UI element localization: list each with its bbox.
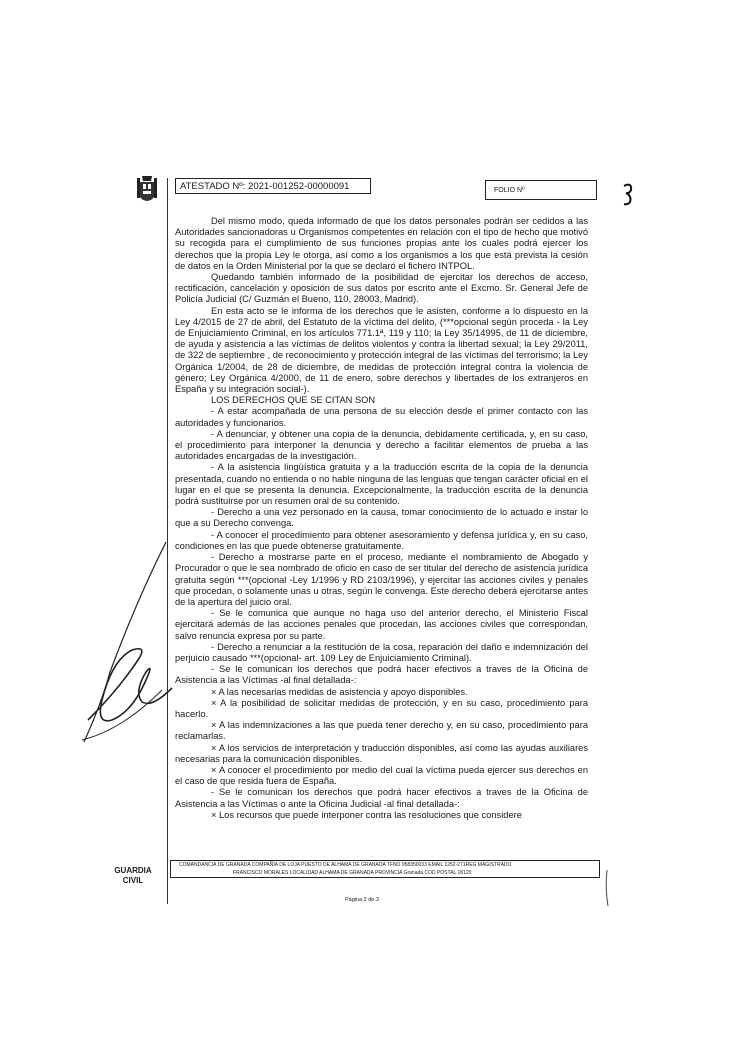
- bullet-item: × A los servicios de interpretación y traducción disponibles, así como las ayudas auxiliares necesarias para la comunicación disponibles.: [175, 742, 588, 764]
- page-number: Página 2 de 3: [345, 897, 379, 903]
- document-body: [175, 216, 588, 821]
- footer-address-box: [170, 860, 600, 878]
- paragraph: - Derecho a renunciar a la restitución de la cosa, reparación del daño e indemnización del perjuicio causado ***(opcional- art. 109 Ley de Enjuiciamiento Criminal).: [175, 641, 588, 663]
- atestado-number-box: ATESTADO Nº: 2021-001252-00000091: [175, 178, 371, 194]
- paragraph: - Se le comunican los derechos que podrá hacer efectivos a traves de la Oficina de Asistencia a las Víctimas -al final detallada-:: [175, 664, 588, 686]
- bullet-item: × A las indemnizaciones a las que pueda tener derecho y, en su caso, procedimiento para reclamarlas.: [175, 720, 588, 742]
- footer-row2: FRANCISCO MORALES LOCALIDAD ALHAMA DE GRANADA PROVINCIA Granada COD POSTAL 18120: [233, 869, 472, 876]
- paragraph: - A denunciar, y obtener una copia de la denuncia, debidamente certificada, y, en su caso, el procedimiento para interponer la denuncia y derecho a facilitar elementos de prueba a las autoridades encargadas de la investigación.: [175, 428, 588, 462]
- paragraph: - A estar acompañada de una persona de su elección desde el primer contacto con las autoridades y funcionarios.: [175, 406, 588, 428]
- guardia-line1: GUARDIA: [114, 866, 152, 875]
- handwritten-mark-icon: [621, 182, 635, 206]
- paragraph: - A conocer el procedimiento para obtener asesoramiento y defensa jurídica y, en su caso, condiciones en las que puede obtenerse gratuitamente.: [175, 529, 588, 551]
- folio-box: FOLIO Nº: [485, 180, 597, 200]
- bullet-item: × A la posibilidad de solicitar medidas de protección, y en su caso, procedimiento para hacerlo.: [175, 697, 588, 719]
- coat-of-arms-icon: [135, 174, 159, 202]
- rights-heading: LOS DERECHOS QUE SE CITAN SON: [211, 395, 376, 406]
- guardia-civil-label: [108, 866, 158, 886]
- bullet-item: × A conocer el procedimiento por medio del cual la víctima pueda ejercer sus derechos en el caso de que resida fuera de España.: [175, 764, 588, 787]
- bullet-item: × A las necesarias medidas de asistencia y apoyo disponibles.: [211, 686, 468, 697]
- paragraph: En esta acto se le informa de los derechos que le asisten, conforme a lo dispuesto en la Ley 4/2015 de 27 de abril, del Estatuto de la víctima del delito, (***opcional según proceda - la Ley de Enjuiciamiento Criminal, en los artículos 771.1ª, 119 y 110; la Ley 35/14995, de 11 de diciembre, de ayuda y asistencia a las víctimas de delitos violentos y contra la libertad sexual; la Ley 29/2011, de 322 de septiembre , de reconocimiento y protección integral de las víctimas del terrorismo; la Ley Orgánica 1/2004, de 28 de diciembre, de medidas de protección integral contra la violencia de género; Ley Orgánica 4/2000, de 11 de enero, sobre derechos y libertades de los extranjeros en España y su integración social-).: [175, 305, 588, 395]
- paragraph: - Se le comunican los derechos que podrá hacer efectivos a traves de la Oficina de Asistencia a las Víctimas o ante la Oficina Judicial -al final detallada-:: [175, 787, 588, 809]
- guardia-line2: CIVIL: [122, 876, 144, 885]
- bullet-item: × Los recursos que puede interponer contra las resoluciones que considere: [211, 809, 522, 820]
- margin-stroke-icon: [602, 868, 612, 908]
- signature-icon: [78, 540, 190, 760]
- paragraph: Del mismo modo, queda informado de que los datos personales podrán ser cedidos a las Autoridades sancionadoras u Organismos competentes en relación con el tipo de hecho que motivó su recogida para el cumplimiento de sus funciones propias ante los cuales podrá ejercer los derechos que la propia Ley le otorga, así como a los organismos a los que está prevista la cesión de datos en la Orden Ministerial por la que se declaró el fichero INTPOL.: [175, 216, 588, 271]
- paragraph: - Derecho a una vez personado en la causa, tomar conocimiento de lo actuado e instar lo que a su Derecho convenga.: [175, 507, 588, 529]
- paragraph: Quedando también informado de la posibilidad de ejercitar los derechos de acceso, rectificación, cancelación y oposición de sus datos por escrito ante el Excmo. Sr. General Jefe de Policía Judicial (C/ Guzmán el Bueno, 110, 28003, Madrid).: [175, 272, 588, 305]
- paragraph: - Se le comunica que aunque no haga uso del anterior derecho, el Ministerio Fiscal ejercitará además de las acciones penales que procedan, las acciones civiles que correspondan, salvo renuncia expresa por su parte.: [175, 608, 588, 641]
- footer-row1: COMANDANCIA DE GRANADA COMPAÑÍA DE LOJA PUESTO DE ALHAMA DE GRANADA TFNO 958350033 EMAIL 1252-271REG MAGISTRADO: [179, 862, 512, 868]
- paragraph: - Derecho a mostrarse parte en el proceso, mediante el nombramiento de Abogado y Procurador o que le sea nombrado de oficio en caso de ser titular del derecho de asistencia jurídica gratuita según ***(opcional -Ley 1/1996 y RD 2103/1996), y ejercitar las acciones civiles y penales que procedan, o solamente unas u otras, según le convenga. Este derecho deberá ejercitarse antes de la apertura del juicio oral.: [175, 552, 588, 607]
- paragraph: - A la asistencia lingüística gratuita y a la traducción escrita de la copia de la denuncia presentada, cuando no entienda o no hable ninguna de las lenguas que tengan carácter oficial en el lugar en el que se presenta la denuncia. Excepcionalmente, la traducción escrita de la denuncia podrá sustituirse por un resumen oral de su contenido.: [175, 462, 588, 507]
